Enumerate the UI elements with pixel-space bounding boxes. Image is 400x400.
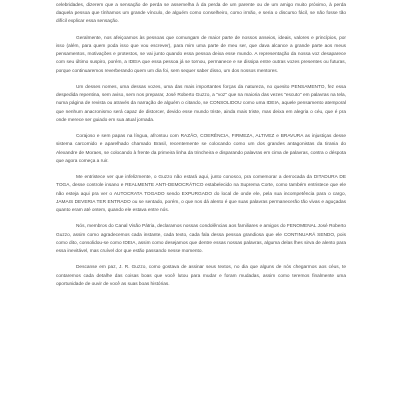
paragraph-3: Um desses nomes, uma dessas vozes, uma das mais importantes forças da natureza, no quesito PENSAMENTO, fez essa despedida repentina, sem aviso, sem nos preparar, José Roberto Guzzo, a "voz" que na maioria das vezes "escuto" em palavras na tela, numa página de revista ou através da narração de alguém o citando, se CONSOLIDOU como uma IDEIA, aquele pensamento atemporal que nenhum anacronismo será capaz de distorcer, devido esse mundo triste, ainda mais triste, mas deixa em alegria o céu, que é pra onde merece ser guiado em sua atual jornada.: [56, 85, 346, 123]
paragraph-2: Geralmente, nos afeiçoamos às pessoas que comungam de maior parte de nossos anseios, ideais, valores e princípios, por isso (além, para quem poda isso que vou escrever), para mim uma parte de meu ser, que dava alcance a grande parte aos meus pensamentos, motivações e protestos, se vai junto quando essa pessoa deixa esse mundo. A representação da nossa voz desaparece com seu último suspiro, porém, a IDEIA que essa pessoa já se tornou, permanece e se dissipa entre outras vozes presentes ou futuras, porque continuaremos reverberando quem um dia foi, sem sequer saber disso, um dos nossos mentores.: [56, 35, 346, 74]
paragraph-5: Me entristece ver que infelizmente, o Guzzo não estará aqui, junto conosco, pra comemorar a derrocada da DITADURA DE TOGA, desse controle insano e REALMENTE ANTI-DEMOCRÁTICO estabelecido na Suprema Corte, como também entristece que ele não esteja aqui pra ver o AUTOCRATA TOGADO sendo EXPURGADO do local de onde ele, pela sua incompetência para o cargo, JAMAIS DEVERIA TER ENTRADO ou se sentado, porém, o que nos dá alento é que suas palavras permanecerão tão vivas e aguçadas quanto eram até ontem, quando ele estava entre nós.: [56, 175, 346, 214]
paragraph-1: celebridades, dizerem que a sensação de perda se assemelha à da perda de um parente ou de um amigo muito próximo, à perda daquela pessoa que tínhamos um grande vínculo, de alguém como conselheiro, como irmão, e seria o discurso fácil, se não fosse tão difícil explicar essa sensação.: [56, 3, 346, 25]
paragraph-4: Corajoso e sem papas na língua, afrontou com RAZÃO, COERÊNCIA, FIRMEZA, ALTIVEZ e BRAVURA as injustiças desse sistema carcomido e aparelhado chamado Brasil, recentemente se colocando como um dos grandes antagonistas da tirania do Alexandre de Moraes, se colocando à frente da primeira linha da trincheira e disparando palavras em cima de palavras, contra o déspota que agora começa a ruir.: [56, 134, 346, 164]
paragraph-7: Descanse em paz, J. R. Guzzo, como gostava de assinar seus textos, no dia que alguns de nós chegarmos aos céus, te contaremos cada detalhe das coisas boas que você lutou para mudar e foram mudadas, assim como teremos finalmente uma oportunidade de ouvir de você as suas boas histórias.: [56, 265, 346, 287]
paragraph-6: Nós, membros do Canal Visão Pátria, declaramos nossas condolências aos familiares e amigos do FENOMENAL José Roberto Guzzo, assim como agradecemos cada instante, cada texto, cada fala dessa pessoa grandiosa que ele CONTINUARÁ SENDO, pois como dito, consolidou-se como IDEIA, assim como desejamos que dentre essas nossas palavras, alguma delas lhes sirva de alento para essa inevitável, mas cruível dor que estão passando nesse momento.: [56, 224, 346, 255]
